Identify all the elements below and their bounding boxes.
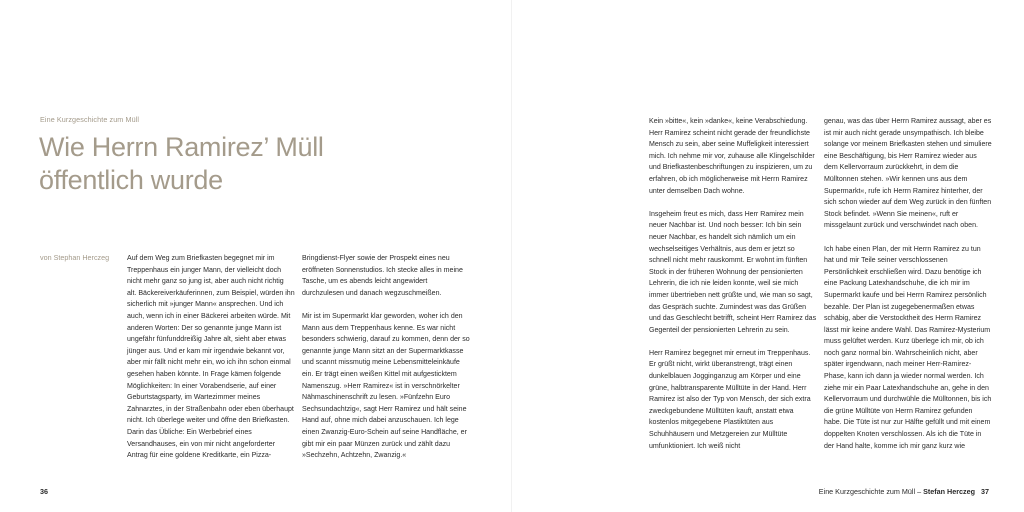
page-gutter <box>511 0 512 512</box>
paragraph: Kein »bitte«, kein »danke«, keine Verabschiedung. Herr Ramirez scheint nicht gerade der freundlichste Mensch zu sein, aber seine Muffeligkeit interessiert mich. Ich nehme mir vor, zuhause alle Klingelschilder und Briefkastenbeschriftungen zu inspizieren, um zu erfahren, ob ich möglicherweise mit Herrn Ramirez unter demselben Dach wohne. <box>649 118 815 195</box>
page-number-left: 36 <box>40 487 48 496</box>
footer-text: Eine Kurzgeschichte zum Müll – <box>818 487 924 496</box>
paragraph: Mir ist im Supermarkt klar geworden, woher ich den Mann aus dem Treppenhaus kenne. Es war nicht besonders schwierig, darauf zu kommen, denn der so genannte junge Mann sitzt an der Supermarktkasse und scannt missmutig meine Lebensmitteleinkäufe ein. Er trägt einen weißen Kittel mit aufgesticktem Namenszug. »Herr Ramirez« ist in verschnörkelter Nähmaschinenschrift zu lesen. »Fünfzehn Euro Sechsundachtzig«, sagt Herr Ramirez und hält seine Hand auf, ohne mich dabei anzuschauen. Ich lege einen Zwanzig-Euro-Schein auf seine Handfläche, er gibt mir ein paar Münzen zurück und zählt dazu »Sechzehn, Achtzehn, Zwanzig.« <box>302 312 470 460</box>
kicker-label: Eine Kurzgeschichte zum Müll <box>40 115 140 124</box>
paragraph: Bringdienst-Flyer sowie der Prospekt eines neu eröffneten Sonnenstudios. Ich stecke alles in meine Tasche, um es abends leicht angewidert durchzulesen und danach wegzuschmeißen. <box>302 255 463 297</box>
paragraph: genau, was das über Herrn Ramirez aussagt, aber es ist mir auch nicht gerade unsympathisch. Ich bleibe solange vor meinem Briefkasten stehen und simuliere eine Beschäftigung, bis Herr Ramirez wieder aus dem Kellervorraum zurückkehrt, in dem die Mülltonnen stehen. »Wir kennen uns aus dem Supermarkt«, rufe ich Herrn Ramirez hinterher, der sich schon wieder auf dem Weg zurück in den fünften Stock befindet. »Wenn Sie meinen«, ruft er missgelaunt zurück und verschwindet nach oben. <box>824 118 992 230</box>
title-line-2: öffentlich wurde <box>39 165 223 195</box>
text-column-2 <box>302 253 470 462</box>
text-column-1 <box>127 253 295 462</box>
paragraph: Insgeheim freut es mich, dass Herr Ramirez mein neuer Nachbar ist. Und noch besser: Ich bin sein neuer Nachbar, es handelt sich nämlich um ein wechselseitiges Verhältnis, aus dem er jetzt so schnell nicht mehr rauskommt. Er wohnt im fünften Stock in der früheren Wohnung der pensionierten Lehrerin, die ich nie leiden konnte, weil sie mich immer übertrieben nett grüßte und, wie man so sagt, das Gespräch suchte. Zumindest was das Grüßen und das Geschlecht betrifft, scheint Herr Ramirez das Gegenteil der pensionierten Lehrerin zu sein. <box>649 210 817 334</box>
text-column-4 <box>824 116 992 452</box>
footer-author: Stefan Herczeg <box>923 487 975 496</box>
text-column-3 <box>649 116 817 452</box>
running-footer <box>819 487 989 496</box>
paragraph: Herr Ramirez begegnet mir erneut im Treppenhaus. Er grüßt nicht, wirkt überanstrengt, trägt einen dunkelblauen Jogginganzug am Körper und eine grüne, halbtransparente Mülltüte in der Hand. Herr Ramirez ist also der Typ von Mensch, der sich extra zweckgebundene Mülltüten kauft, anstatt etwa kostenlos mitgegebene Plastiktüten aus Schuhhäusern und Metzgereien zur Mülltüte umfunktioniert. Ich weiß nicht <box>649 349 811 450</box>
page-number-right: 37 <box>981 487 989 496</box>
paragraph: Auf dem Weg zum Briefkasten begegnet mir im Treppenhaus ein junger Mann, der vielleicht doch nicht mehr ganz so jung ist, aber auch nicht richtig alt. Bäckereiverkäuferinnen, zum Beispiel, würden ihn sicherlich mit »junger Mann« ansprechen. Und ich auch, wenn ich in einer Bäckerei arbeiten würde. Mit anderen Worten: Der so genannte junge Mann ist ungefähr fünfunddreißig Jahre alt, sieht aber etwas jünger aus. Und er kam mir irgendwie bekannt vor, aber mir fällt nicht mehr ein, wo ich ihn schon einmal gesehen haben könnte. In Frage kämen folgende Möglichkeiten: In einer Vorabendserie, auf einer Geburtstagsparty, im Wartezimmer meines Zahnarztes, in der Straßenbahn oder eben überhaupt nicht. Ich überlege weiter und öffne den Briefkasten. Darin das Übliche: Ein Werbebrief eines Versandhauses, ein von mir nicht angeforderter Antrag für eine goldene Kreditkarte, ein Pizza- <box>127 255 295 460</box>
title-line-1: Wie Herrn Ramirez’ Müll <box>39 132 324 162</box>
story-title <box>39 131 339 197</box>
paragraph: Ich habe einen Plan, der mit Herrn Ramirez zu tun hat und mir Teile seiner verschlossenen Persönlichkeit erschließen wird. Dazu benötige ich eine Packung Latexhandschuhe, die ich mir im Supermarkt kaufe und bei Herrn Ramirez persönlich bezahle. Der Plan ist zugegebenermaßen etwas schäbig, aber die Verstocktheit des Herrn Ramirez lässt mir keine andere Wahl. Das Ramirez-Mysterium muss gelüftet werden. Kurz überlege ich mir, ob ich noch ganz normal bin. Wahrscheinlich nicht, aber später irgendwann, nach meiner Herr-Ramirez-Phase, kann ich dann ja wieder normal werden. Ich ziehe mir ein Paar Latexhandschuhe an, gehe in den Kellervorraum und durchwühle die Mülltonnen, bis ich die grüne Mülltüte von Herrn Ramirez gefunden habe. Die Tüte ist nur zur Hälfte gefüllt und mit einem doppelten Knoten verschlossen. Als ich die Tüte in der Hand halte, komme ich mir ganz kurz wie <box>824 245 992 450</box>
author-byline: von Stephan Herczeg <box>40 253 110 262</box>
